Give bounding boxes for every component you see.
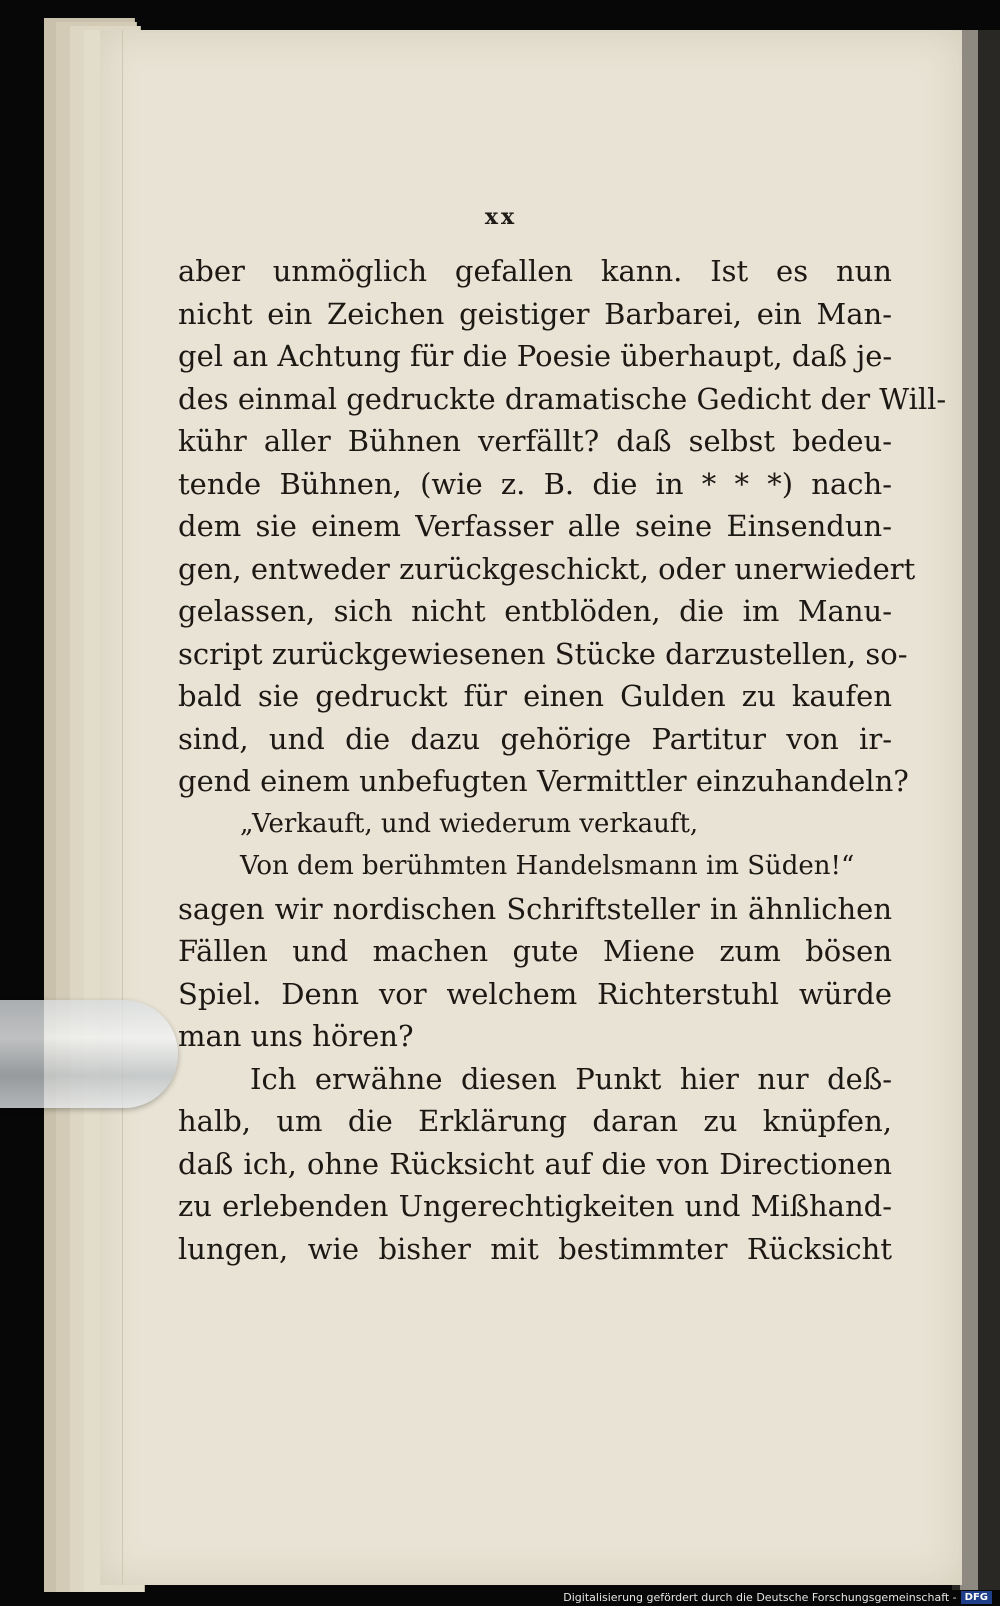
digitization-credit (563, 1591, 992, 1604)
text-line: lungen, wie bisher mit bestimmter Rücksicht (178, 1231, 892, 1266)
text-line: gel an Achtung für die Poesie überhaupt, daß je- (178, 339, 893, 373)
verse-line: Von dem berühmten Handelsmann im Süden!“ (240, 851, 855, 881)
right-page-edge (960, 30, 978, 1590)
text-line: daß ich, ohne Rücksicht auf die von Directionen (178, 1146, 892, 1181)
text-line: gend einem unbefugten Vermittler einzuhandeln? (178, 764, 909, 798)
verse-line: „Verkauft, und wiederum verkauft, (240, 808, 699, 839)
text-line: zu erlebenden Ungerechtigkeiten und Mißhand- (178, 1189, 892, 1223)
text-line: halb, um die Erklärung daran zu knüpfen, (178, 1104, 892, 1138)
text-line: tende Bühnen, (wie z. B. die in * * *) nach- (178, 466, 892, 501)
page-text (178, 250, 947, 1270)
text-line: aber unmöglich gefallen kann. Ist es nun (178, 254, 892, 288)
text-line: nicht ein Zeichen geistiger Barbarei, ein Man- (178, 296, 892, 331)
text-line: Ich erwähne diesen Punkt hier nur deß- (250, 1061, 892, 1096)
text-line: des einmal gedruckte dramatische Gedicht der Will- (178, 381, 947, 416)
text-line: bald sie gedruckt für einen Gulden zu kaufen (178, 679, 892, 713)
text-line: dem sie einem Verfasser alle seine Einsendun- (178, 509, 892, 543)
dfg-logo: DFG (961, 1591, 992, 1604)
page-number: xx (484, 204, 518, 230)
text-line: Fällen und machen gute Miene zum bösen (178, 934, 892, 968)
text-line: man uns hören? (178, 1019, 414, 1053)
text-line: gen, entweder zurückgeschickt, oder unerwiedert (178, 551, 916, 586)
credit-text: Digitalisierung gefördert durch die Deutsche Forschungsgemeinschaft - (563, 1591, 957, 1604)
text-line: script zurückgewiesenen Stücke darzustellen, so- (178, 636, 908, 671)
book-clip (0, 1000, 178, 1108)
text-line: sagen wir nordischen Schriftsteller in ähnlichen (178, 891, 892, 926)
text-line: gelassen, sich nicht entblöden, die im Manu- (178, 594, 892, 628)
text-line: kühr aller Bühnen verfällt? daß selbst bedeu- (178, 424, 892, 458)
text-line: Spiel. Denn vor welchem Richterstuhl würde (178, 976, 892, 1011)
text-line: sind, und die dazu gehörige Partitur von ir- (178, 721, 892, 756)
